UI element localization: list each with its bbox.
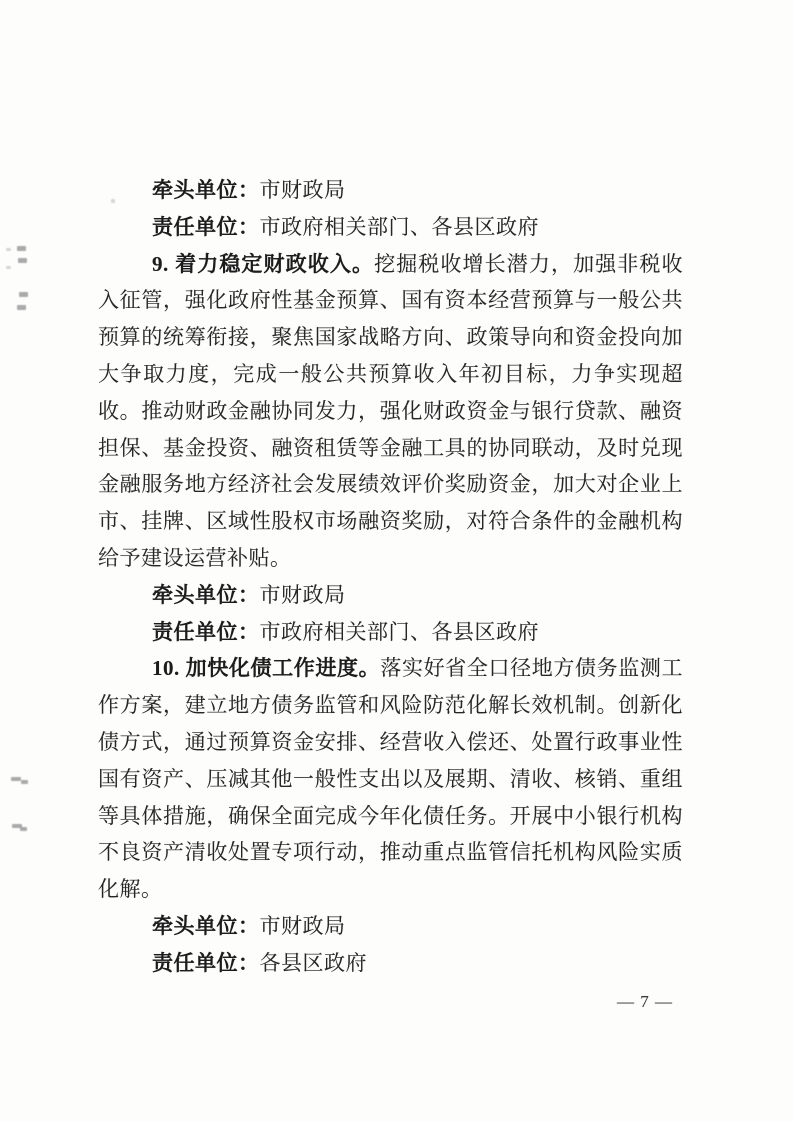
carryover-lead-unit-line — [98, 172, 683, 209]
item-9-heading: 9. 着力稳定财政收入。 — [152, 251, 375, 276]
lead-unit-label: 牵头单位： — [152, 913, 260, 938]
scan-artifact — [21, 780, 28, 784]
item-10-resp-unit-line — [98, 945, 683, 982]
item-10-body: 落实好省全口径地方债务监测工作方案，建立地方债务监管和风险防范化解长效机制。创新化债方式，通过预算资金安排、经营收入偿还、处置行政事业性国有资产、压减其他一般性支出以及展期、清收、核销、重组等具体措施，确保全面完成今年化债任务。开展中小银行机构不良资产清收处置专项行动，推动重点监管信托机构风险实质化解。 — [98, 656, 684, 902]
lead-unit-value: 市财政局 — [259, 913, 346, 938]
scan-artifact — [11, 777, 21, 781]
scan-artifact — [17, 305, 26, 310]
resp-unit-value: 市政府相关部门、各县区政府 — [259, 214, 539, 239]
carryover-resp-unit-line — [98, 209, 683, 246]
item-10-paragraph — [98, 650, 683, 908]
resp-unit-value: 各县区政府 — [259, 950, 367, 975]
scan-artifact — [6, 248, 11, 251]
item-9-lead-unit-line — [98, 577, 683, 614]
lead-unit-value: 市财政局 — [259, 178, 346, 202]
scan-artifact — [19, 292, 28, 297]
resp-unit-label: 责任单位： — [152, 214, 260, 239]
item-9-body: 挖掘税收增长潜力，加强非税收入征管，强化政府性基金预算、国有资本经营预算与一般公共预算的统筹衔接，聚焦国家战略方向、政策导向和资金投向加大争取力度，完成一般公共预算收入年初目标，力争实现超收。推动财政金融协同发力，强化财政资金与银行贷款、融资担保、基金投资、融资租赁等金融工具的协同联动，及时兑现金融服务地方经济社会发展绩效评价奖励资金，加大对企业上市、挂牌、区域性股权市场融资奖励，对符合条件的金融机构给予建设运营补贴。 — [98, 251, 684, 570]
scan-artifact — [111, 199, 115, 203]
resp-unit-label: 责任单位： — [152, 950, 260, 975]
scan-artifact — [6, 266, 11, 269]
item-9-resp-unit-line — [98, 614, 683, 651]
resp-unit-value: 市政府相关部门、各县区政府 — [259, 619, 539, 644]
scan-artifact — [20, 827, 27, 831]
item-10-lead-unit-line — [98, 908, 683, 945]
lead-unit-label: 牵头单位： — [152, 178, 260, 202]
item-10-heading: 10. 加快化债工作进度。 — [152, 656, 381, 681]
document-body — [98, 172, 683, 982]
lead-unit-value: 市财政局 — [259, 582, 346, 607]
resp-unit-label: 责任单位： — [152, 619, 260, 644]
scan-artifact — [18, 258, 27, 263]
item-9-paragraph — [98, 246, 683, 577]
page-number: — 7 — — [617, 992, 673, 1011]
lead-unit-label: 牵头单位： — [152, 582, 260, 607]
scan-artifact — [17, 246, 26, 251]
